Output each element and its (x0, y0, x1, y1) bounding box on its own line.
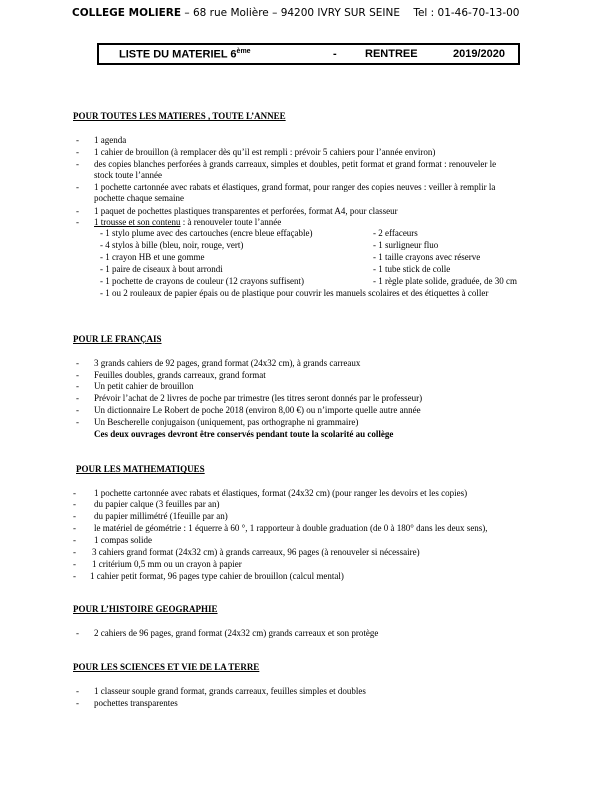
bullet-dash: - (73, 511, 76, 521)
bullet-dash: - (73, 559, 76, 569)
list-item: 3 cahiers grand format (24x32 cm) à grands carreaux, 96 pages (à renouveler si nécessaire) (92, 547, 420, 557)
trousse-item: - 1 règle plate solide, graduée, de 30 cm (373, 276, 517, 286)
list-item: 1 pochette cartonnée avec rabats et élastiques, grand format, pour ranger des copies neuves : veiller à remplir la (94, 182, 496, 192)
bullet-dash: - (76, 381, 79, 391)
list-item: pochettes transparentes (94, 698, 178, 708)
trousse-item: - 2 effaceurs (373, 228, 418, 238)
conservation-note: Ces deux ouvrages devront être conservés pendant toute la scolarité au collège (94, 429, 394, 439)
trousse-line (94, 217, 281, 228)
school-name: COLLEGE MOLIERE (72, 7, 182, 19)
list-item: Prévoir l’achat de 2 livres de poche par trimestre (les titres seront donnés par le professeur) (94, 393, 423, 403)
trousse-item: - 1 crayon HB et une gomme (100, 252, 205, 262)
bullet-dash: - (76, 358, 79, 368)
list-item: 2 cahiers de 96 pages, grand format (24x32 cm) grands carreaux et son protège (94, 628, 379, 638)
list-item: Feuilles doubles, grands carreaux, grand format (94, 370, 266, 380)
trousse-item: - 1 tube stick de colle (373, 264, 451, 274)
trousse-item: - 1 pochette de crayons de couleur (12 crayons suffisent) (100, 276, 305, 286)
section-heading-maths: POUR LES MATHEMATIQUES (76, 464, 205, 474)
bullet-dash: - (73, 571, 76, 581)
list-item: le matériel de géométrie : 1 équerre à 60 °, 1 rapporteur à double graduation (de 0 à 180° dans les deux sens), (94, 523, 488, 533)
school-header (72, 7, 520, 19)
list-item: du papier calque (3 feuilles par an) (94, 499, 220, 509)
trousse-rest: : à renouveler toute l’année (180, 217, 282, 227)
bullet-dash: - (76, 159, 79, 169)
list-item: des copies blanches perforées à grands carreaux, simples et doubles, petit format et grand format : renouveler le (94, 159, 497, 169)
bullet-dash: - (76, 206, 79, 216)
bullet-dash: - (73, 535, 76, 545)
list-item: 1 compas solide (94, 535, 152, 545)
list-item: Un petit cahier de brouillon (94, 381, 194, 391)
trousse-item: - 4 stylos à bille (bleu, noir, rouge, vert) (100, 240, 244, 250)
trousse-item: - 1 ou 2 rouleaux de papier épais ou de plastique pour couvrir les manuels scolaires et des étiquettes à coller (100, 288, 489, 298)
bullet-dash: - (76, 182, 79, 192)
list-item: 1 agenda (94, 135, 127, 145)
document-title-box (97, 43, 520, 65)
bullet-dash: - (76, 417, 79, 427)
list-item-continued: pochette chaque semaine (94, 193, 184, 203)
bullet-dash: - (73, 547, 76, 557)
trousse-item: - 1 surligneur fluo (373, 240, 439, 250)
trousse-item: - 1 taille crayons avec réserve (373, 252, 481, 262)
list-item: 1 cahier petit format, 96 pages type cahier de brouillon (calcul mental) (90, 571, 344, 581)
title-rentree: RENTREE (365, 48, 418, 60)
list-item: 1 paquet de pochettes plastiques transparentes et perforées, format A4, pour classeur (94, 206, 398, 216)
school-address: – 68 rue Molière – 94200 IVRY SUR SEINE (181, 7, 400, 19)
title-list: LISTE DU MATERIEL 6ème (119, 48, 251, 61)
list-item: Un Bescherelle conjugaison (uniquement, pas orthographe ni grammaire) (94, 417, 359, 427)
bullet-dash: - (76, 628, 79, 638)
bullet-dash: - (76, 698, 79, 708)
list-item-continued: stock toute l’année (94, 170, 162, 180)
list-item: 1 pochette cartonnée avec rabats et élastiques, format (24x32 cm) (pour ranger les devoirs et les copies) (94, 488, 468, 498)
list-item: 1 cahier de brouillon (à remplacer dès qu’il est rempli : prévoir 5 cahiers pour l’année environ) (94, 147, 436, 157)
school-phone: Tel : 01-46-70-13-00 (413, 7, 520, 19)
list-item: 1 classeur souple grand format, grands carreaux, feuilles simples et doubles (94, 686, 366, 696)
section-heading-svt: POUR LES SCIENCES ET VIE DE LA TERRE (73, 662, 260, 672)
bullet-dash: - (76, 393, 79, 403)
list-item: 3 grands cahiers de 92 pages, grand format (24x32 cm), à grands carreaux (94, 358, 361, 368)
bullet-dash: - (76, 135, 79, 145)
bullet-dash: - (73, 488, 76, 498)
list-item: du papier millimétré (1feuille par an) (94, 511, 228, 521)
section-heading-histoire: POUR L’HISTOIRE GEOGRAPHIE (73, 604, 218, 614)
title-year: 2019/2020 (453, 48, 505, 60)
list-item: Un dictionnaire Le Robert de poche 2018 (environ 8,00 €) ou n’importe quelle autre année (94, 405, 421, 415)
trousse-item: - 1 paire de ciseaux à bout arrondi (100, 264, 223, 274)
bullet-dash: - (76, 217, 79, 227)
section-heading-francais: POUR LE FRANÇAIS (73, 334, 162, 344)
section-heading-toutes: POUR TOUTES LES MATIERES , TOUTE L’ANNEE (73, 111, 286, 121)
bullet-dash: - (73, 499, 76, 509)
bullet-dash: - (76, 405, 79, 415)
list-item: 1 critérium 0,5 mm ou un crayon à papier (92, 559, 242, 569)
bullet-dash: - (73, 523, 76, 533)
title-dash: - (333, 48, 337, 60)
trousse-item: - 1 stylo plume avec des cartouches (encre bleue effaçable) (100, 228, 313, 238)
bullet-dash: - (76, 686, 79, 696)
bullet-dash: - (76, 147, 79, 157)
bullet-dash: - (76, 370, 79, 380)
trousse-label: 1 trousse et son contenu (94, 217, 181, 227)
